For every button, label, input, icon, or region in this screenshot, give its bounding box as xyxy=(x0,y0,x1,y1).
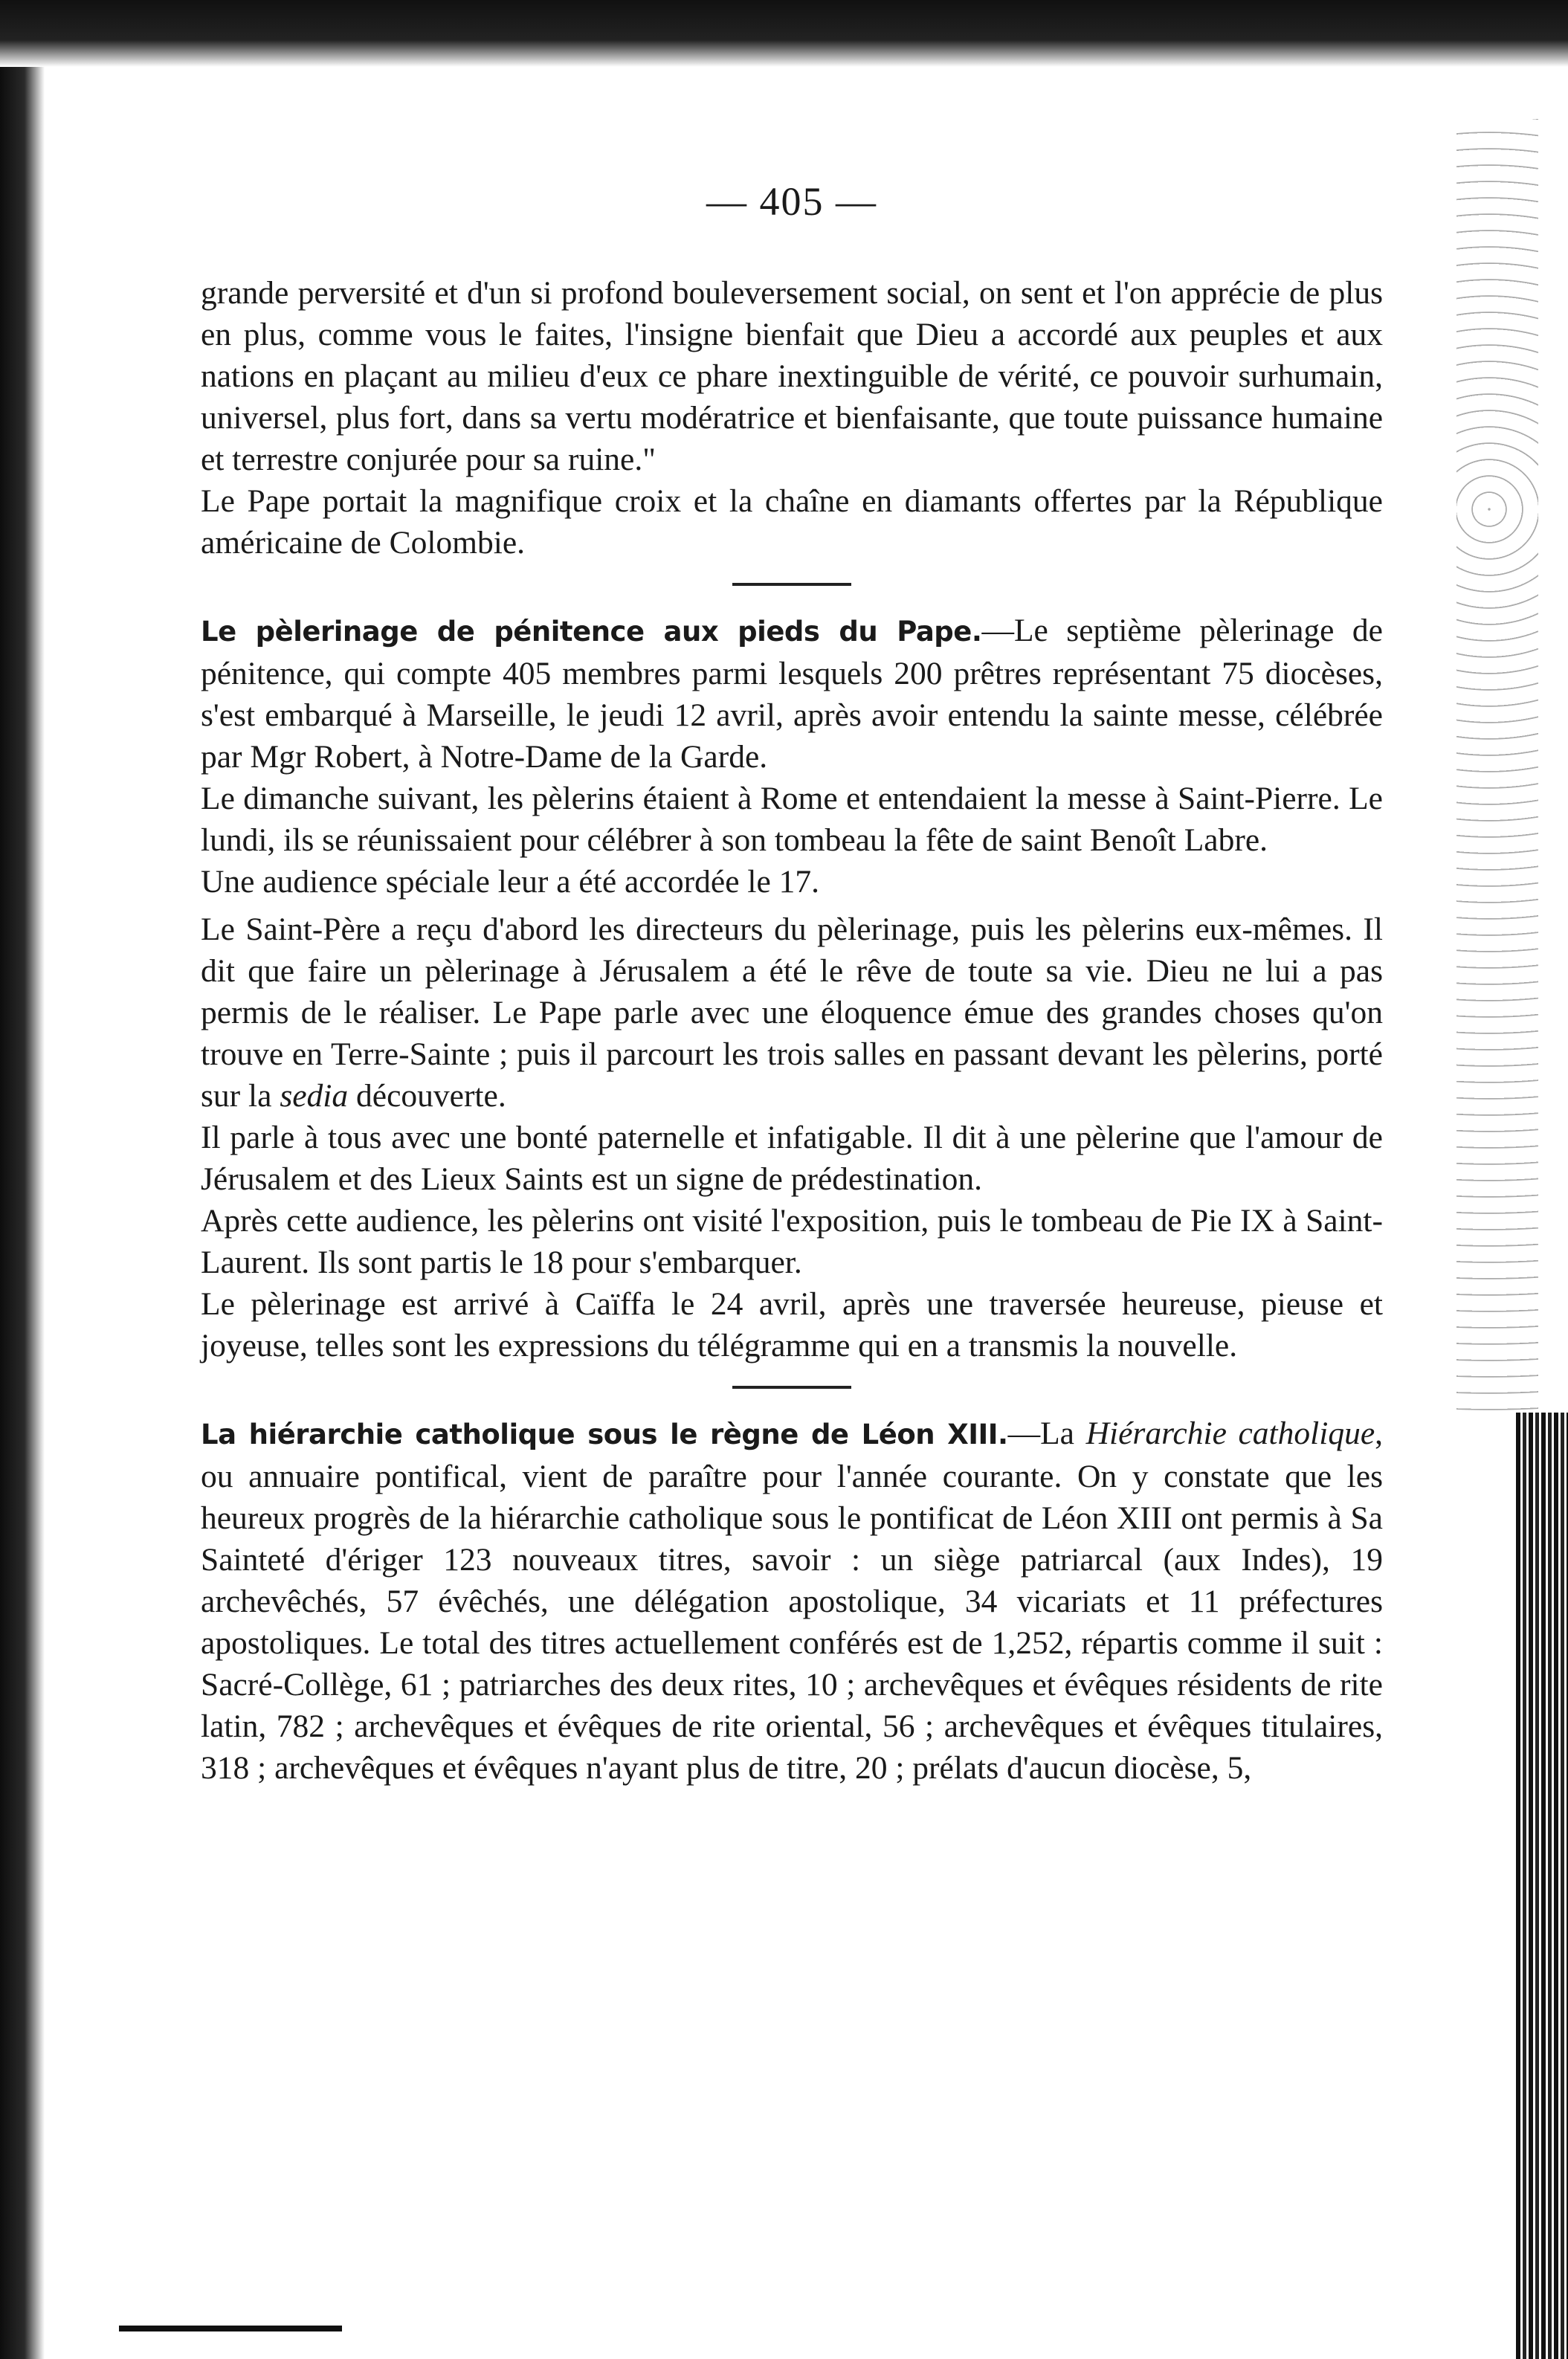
page-body xyxy=(201,178,1383,1789)
section-paragraph xyxy=(201,1413,1383,1789)
scan-border-right xyxy=(1516,1413,1568,2359)
paragraph-text: —Le septième pèlerinage de pénitence, qui compte 405 membres parmi lesquels 200 prêtres représentant 75 diocèses, s'est embarqué à Marseille, le jeudi 12 avril, après avoir entendu la sainte messe, célébrée par Mgr Robert, à Notre-Dame de la Garde. xyxy=(201,613,1383,775)
page-number: — 405 — xyxy=(706,179,877,224)
italic-word: sedia xyxy=(280,1078,349,1114)
paragraph-text: Le Saint-Père a reçu d'abord les directeurs du pèlerinage, puis les pèlerins eux-mêmes. Il dit que faire un pèlerinage à Jérusalem a été le rêve de toute sa vie. Dieu ne lui a pas permis de le réaliser. Le Pape parle avec une éloquence émue des grandes choses qu'on trouve en Terre-Sainte ; puis il parcourt les trois salles en passant devant les pèlerins, porté sur la xyxy=(201,911,1383,1114)
section-divider xyxy=(732,1386,851,1389)
section-divider xyxy=(732,583,851,586)
italic-title: Hiérarchie catholique xyxy=(1085,1416,1375,1451)
section-heading: Le pèlerinage de pénitence aux pieds du Pape. xyxy=(201,616,982,648)
paragraph-text: découverte. xyxy=(348,1078,506,1114)
paragraph: Le pèlerinage est arrivé à Caïffa le 24 avril, après une traversée heureuse, pieuse et joyeuse, telles sont les expressions du télégramme qui en a transmis la nouvelle. xyxy=(201,1286,1383,1364)
heading-dash: —La xyxy=(1007,1416,1086,1451)
section-heading: La hiérarchie catholique sous le règne de Léon XIII. xyxy=(201,1419,1008,1450)
paragraph xyxy=(201,909,1383,1117)
scan-border-bottom xyxy=(119,2326,342,2331)
paragraph: Après cette audience, les pèlerins ont visité l'exposition, puis le tombeau de Pie IX à Saint-Laurent. Ils sont partis le 18 pour s'embarquer. xyxy=(201,1203,1383,1280)
scan-border-top xyxy=(0,0,1568,67)
paragraph: Le dimanche suivant, les pèlerins étaient à Rome et entendaient la messe à Saint-Pierre. Le lundi, ils se réunissaient pour célébrer à son tombeau la fête de saint Benoît Labre. xyxy=(201,781,1383,858)
scan-border-left xyxy=(0,67,45,2359)
paragraph-text: , ou annuaire pontifical, vient de paraître pour l'année courante. On y constate que les heureux progrès de la hiérarchie catholique sous le pontificat de Léon XIII ont permis à Sa Sainteté d'ériger 123 nouveaux titres, savoir : un siège patriarcal (aux Indes), 19 archevêchés, 57 évêchés, une délégation apostolique, 34 vicariats et 11 préfectures apostoliques. Le total des titres actuellement conférés est de 1,252, répartis comme il suit : Sacré-Collège, 61 ; patriarches des deux rites, 10 ; archevêques et évêques résidents de rite latin, 782 ; archevêques et évêques de rite oriental, 56 ; archevêques et évêques titulaires, 318 ; archevêques et évêques n'ayant plus de titre, 20 ; prélats d'aucun diocèse, 5, xyxy=(201,1416,1383,1786)
paragraph: Le Pape portait la magnifique croix et la chaîne en diamants offertes par la République américaine de Colombie. xyxy=(201,483,1383,561)
paragraph: grande perversité et d'un si profond bouleversement social, on sent et l'on apprécie de plus en plus, comme vous le faites, l'insigne bienfait que Dieu a accordé aux peuples et aux nations en plaçant au milieu d'eux ce phare inextinguible de vérité, ce pouvoir surhumain, universel, plus fort, dans sa vertu modératrice et bienfaisante, que toute puissance humaine et terrestre conjurée pour sa ruine." xyxy=(201,275,1383,477)
paragraph: Une audience spéciale leur a été accordée le 17. xyxy=(201,864,820,900)
scan-noise-right xyxy=(1456,119,1538,1420)
section-paragraph xyxy=(201,610,1383,778)
paragraph: Il parle à tous avec une bonté paternelle et infatigable. Il dit à une pèlerine que l'amour de Jérusalem et des Lieux Saints est un signe de prédestination. xyxy=(201,1120,1383,1197)
